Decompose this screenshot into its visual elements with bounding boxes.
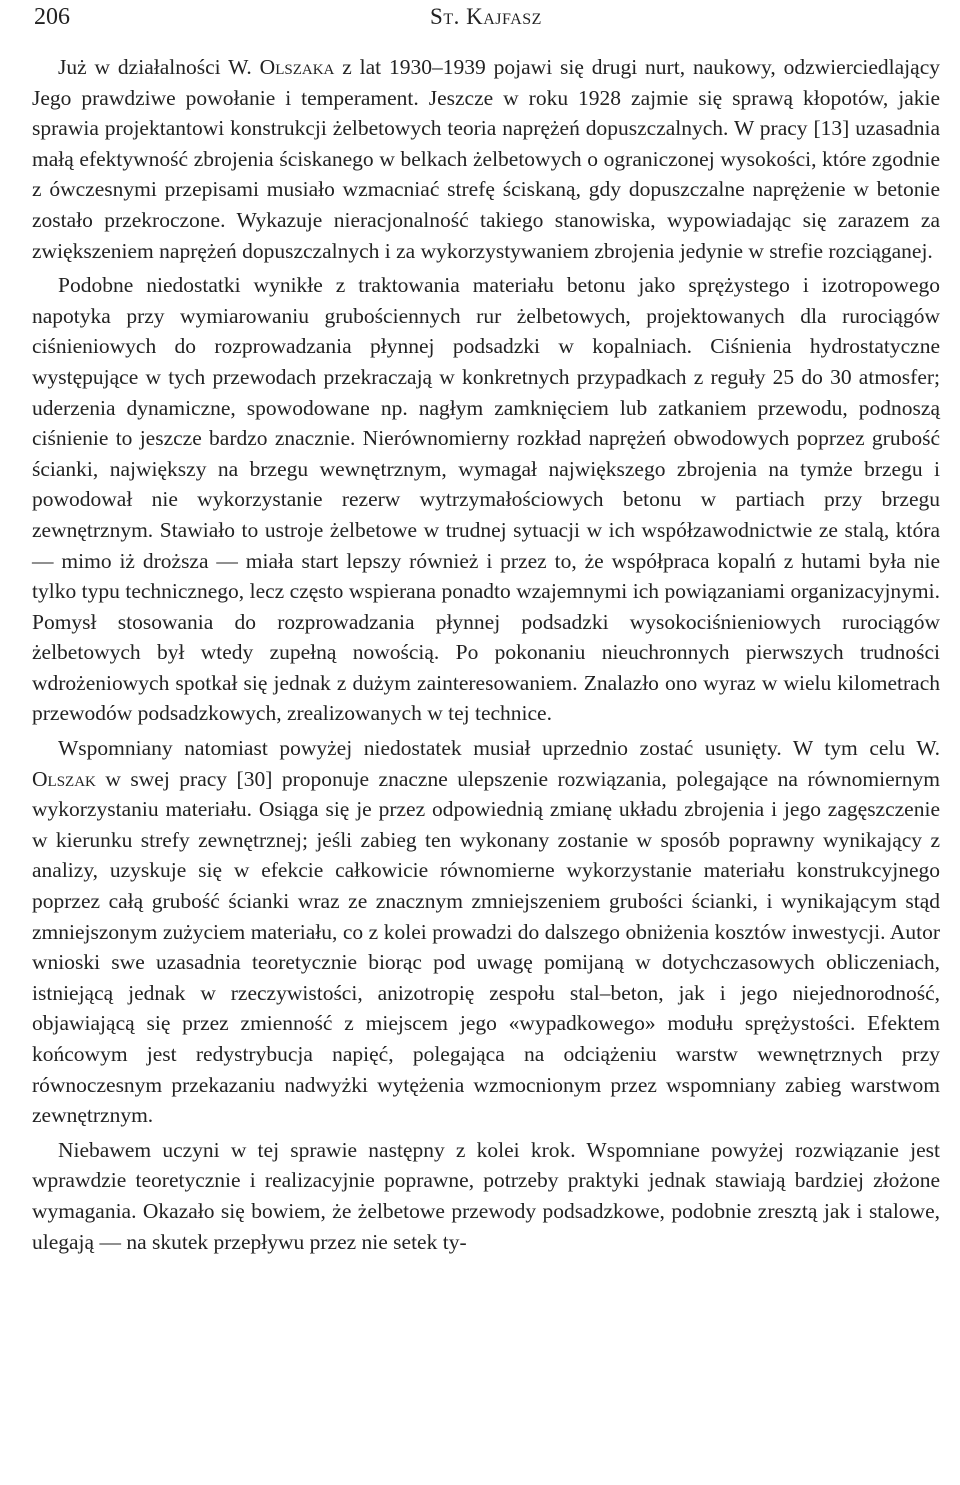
paragraph-4 (32, 1135, 940, 1257)
text-run: z lat 1930–1939 pojawi się drugi nurt, naukowy, odzwierciedlający Jego prawdziwe powołanie i temperament. Jeszcze w roku 1928 zajmie się sprawą kłopotów, jakie sprawia projektantowi konstrukcji żelbetowych teoria naprężeń dopuszczalnych. W pracy [13] uzasadnia małą efektywność zbrojenia ściskanego w belkach żelbetowych o ograniczonej wysokości, które zgodnie z ówczesnymi przepisami musiało wzmacniać strefę ściskaną, gdy dopuszczalne naprężenie w betonie zostało przekroczone. Wykazuje nieracjonalność takiego stanowiska, wypowiadając się zarazem za zwiększeniem naprężeń dopuszczalnych i za wykorzystywaniem zbrojenia jedynie w strefie rozciąganej. (32, 55, 940, 263)
body-text (32, 52, 940, 1257)
paragraph-1 (32, 52, 940, 266)
paragraph-3 (32, 733, 940, 1131)
author-name: Olszaka (259, 55, 335, 79)
paragraph-2 (32, 270, 940, 729)
page-header (32, 0, 940, 52)
author-name: Olszak (32, 766, 96, 791)
text-run: Wspomniany natomiast powyżej niedostatek musiał uprzednio zostać usunięty. W tym celu W. (58, 736, 940, 761)
page-number: 206 (34, 4, 70, 30)
running-head (32, 4, 940, 30)
text-run: Niebawem uczyni w tej sprawie następny z kolei krok. Wspomniane powyżej rozwiązanie jest wprawdzie teoretycznie i realizacyjnie poprawne, potrzeby praktyki jednak stawiają bardziej złożone wymagania. Okazało się bowiem, że żelbetowe przewody podsadzkowe, podobnie zresztą jak i stalowe, ulegają — na skutek przepływu przez nie setek ty- (32, 1137, 940, 1254)
running-head-text: St. Kajfasz (430, 4, 542, 29)
text-run: Już w działalności W. (58, 55, 260, 79)
text-run: Podobne niedostatki wynikłe z traktowania materiału betonu jako sprężystego i izotropowego napotyka przy wymiarowaniu grubościennych rur żelbetowych, projektowanych dla rurociągów ciśnieniowych do rozprowadzania płynnej podsadzki w kopalniach. Ciśnienia hydrostatyczne występujące w tych przewodach przekraczają w konkretnych przypadkach z reguły 25 do 30 atmosfer; uderzenia dynamiczne, spowodowane np. nagłym zamknięciem lub zatkaniem przewodu, podnoszą ciśnienie to jeszcze bardzo znacznie. Nierównomierny rozkład naprężeń obwodowych poprzez grubość ścianki, największy na brzegu wewnętrznym, wymagał największego zbrojenia na tymże brzegu i powodował nie wykorzystanie rezerw wytrzymałościowych betonu w partiach przy brzegu zewnętrznym. Stawiało to ustroje żelbetowe w trudnej sytuacji w ich współzawodnictwie ze stalą, która — mimo iż droższa — miała start lepszy również i przez to, że współpraca kopalń z hutami była nie tylko typu technicznego, lecz często wspierana ponadto wzajemnymi ich powiązaniami organizacyjnymi. Pomysł stosowania do rozprowadzania płynnej podsadzki wysokociśnieniowych rurociągów żelbetowych był wtedy zupełną nowością. Po pokonaniu nieuchronnych pierwszych trudności wdrożeniowych spotkał się jednak z dużym zainteresowaniem. Znalazło ono wyraz w wielu kilometrach przewodów podsadzkowych, zrealizowanych w tej technice. (32, 273, 940, 726)
text-run: w swej pracy [30] proponuje znaczne ulepszenie rozwiązania, polegające na równomiernym wykorzystaniu materiału. Osiąga się je przez odpowiednią zmianę układu zbrojenia i jego zagęszczenie w kierunku strefy zewnętrznej; jeśli zabieg ten wykonany zostanie w sposób poprawny wynikający z analizy, uzyskuje się w efekcie całkowicie równomierne wykorzystanie materiału konstrukcyjnego poprzez całą grubość ścianki wraz ze znacznym zmniejszeniem grubości ścianki, i wynikającym stąd zmniejszonym zużyciem materiału, co z kolei prowadzi do dalszego obniżenia kosztów inwestycji. Autor wnioski swe uzasadnia teoretycznie biorąc pod uwagę pomijaną w dotychczasowych obliczeniach, istniejącą jednak w rzeczywistości, anizotropię zespołu stal–beton, jak i jego niejednorodność, objawiającą się przez zmienność z miejscem jego «wypadkowego» modułu sprężystości. Efektem końcowym jest redystrybucja napięć, polegająca na odciążeniu warstw wewnętrznych przy równoczesnym przekazaniu nadwyżki wytężenia wzmocnionym przez wspomniany zabieg warstwom zewnętrznym. (32, 766, 940, 1128)
